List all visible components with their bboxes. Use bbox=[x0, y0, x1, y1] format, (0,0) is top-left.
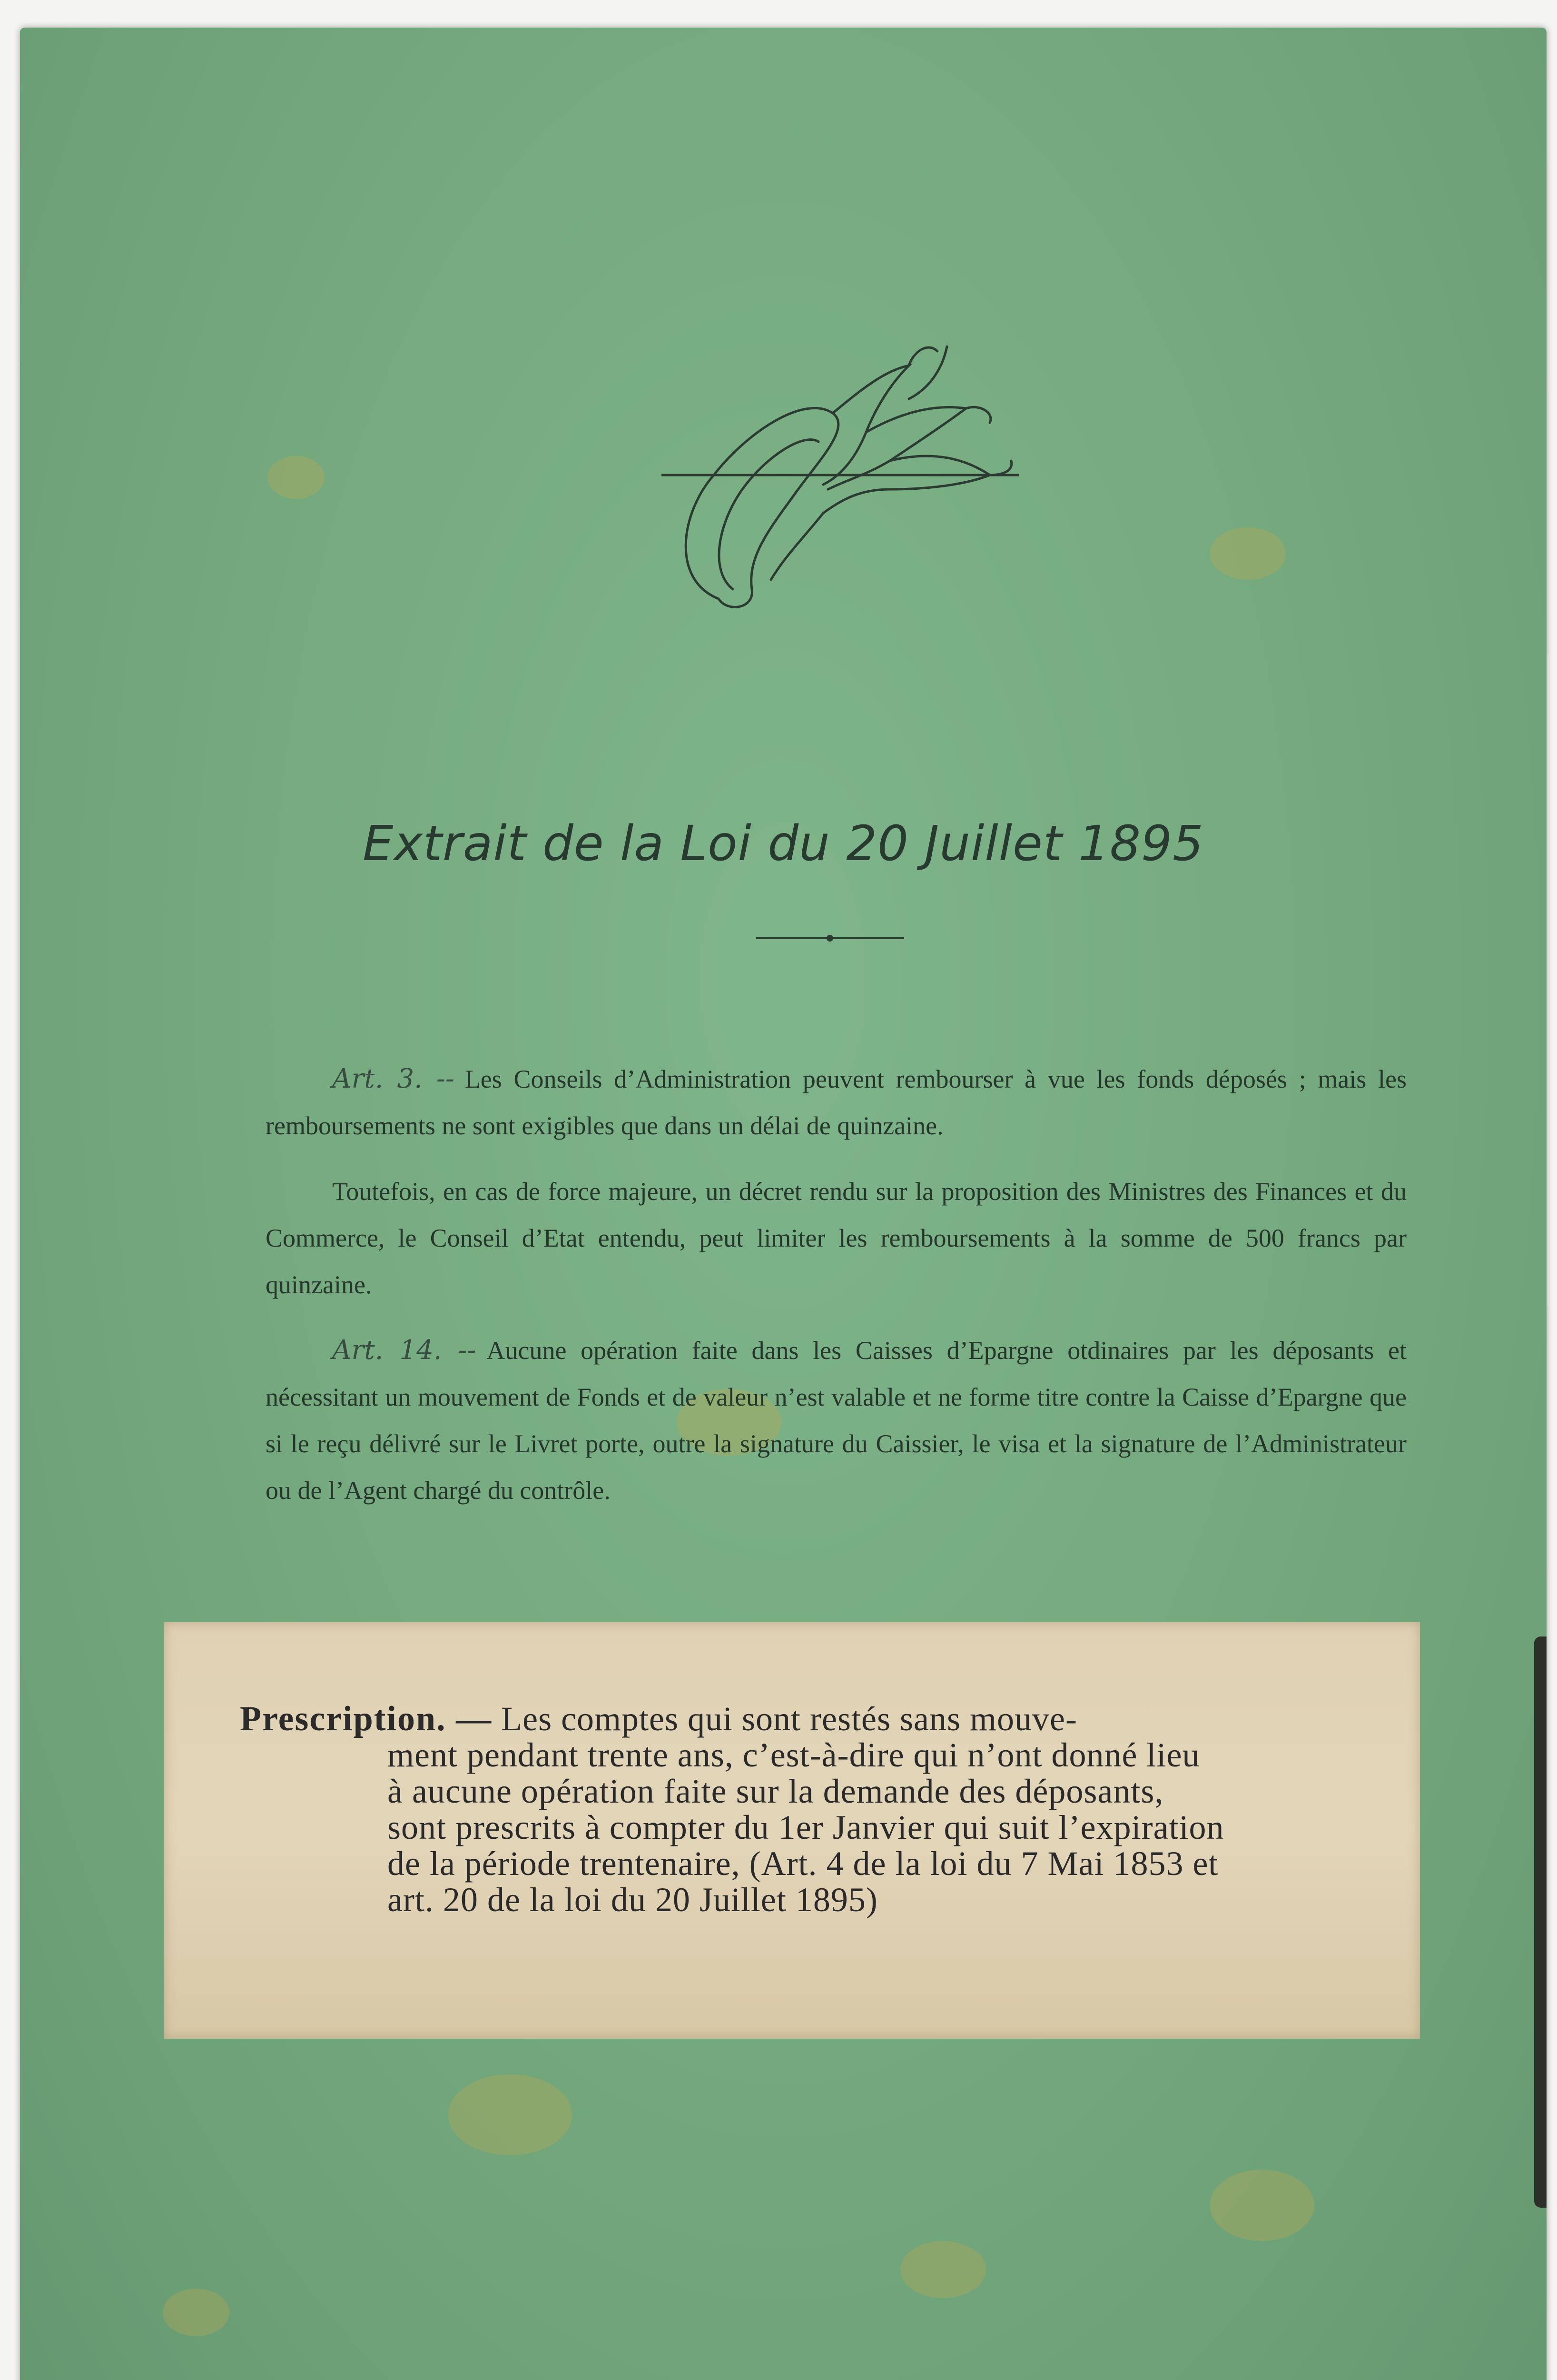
stain bbox=[448, 2074, 572, 2155]
prescription-heading: Prescription. — bbox=[240, 1699, 493, 1738]
stain bbox=[267, 456, 325, 499]
prescription-line: ment pendant trente ans, c’est-à-dire qui n’ont donné lieu bbox=[387, 1736, 1200, 1774]
article-3-text: Les Conseils d’Administration peuvent rembourser à vue les fonds déposés ; mais les remboursements ne sont exigibles que dans un délai de quinzaine. bbox=[266, 1065, 1407, 1140]
prescription-line: de la période trentenaire, (Art. 4 de la loi du 7 Mai 1853 et bbox=[387, 1844, 1219, 1883]
article-3-continuation-paragraph bbox=[266, 1168, 1407, 1308]
stain bbox=[1210, 2170, 1314, 2241]
prescription-line: Prescription. — Les comptes qui sont restés sans mouve- bbox=[240, 1699, 1077, 1738]
law-extract-body bbox=[266, 1056, 1407, 1533]
prescription-line: à aucune opération faite sur la demande des déposants, bbox=[387, 1772, 1164, 1810]
stain bbox=[1210, 527, 1286, 580]
binding-edge bbox=[1534, 1636, 1547, 2208]
prescription-line: sont prescrits à compter du 1er Janvier qui suit l’expiration bbox=[387, 1808, 1224, 1846]
lily-monogram-ornament bbox=[661, 332, 1019, 637]
document-page bbox=[20, 28, 1547, 2380]
prescription-text bbox=[240, 1701, 1363, 1918]
prescription-line: art. 20 de la loi du 20 Juillet 1895) bbox=[387, 1881, 878, 1919]
article-14-label: Art. 14. -- bbox=[332, 1335, 476, 1366]
article-3-paragraph bbox=[266, 1056, 1407, 1149]
stain bbox=[163, 2289, 229, 2336]
article-3-label: Art. 3. -- bbox=[332, 1063, 454, 1094]
article-14-paragraph bbox=[266, 1327, 1407, 1514]
page-title: Extrait de la Loi du 20 Juillet 1895 bbox=[363, 815, 1204, 872]
title-divider bbox=[756, 926, 904, 950]
stain bbox=[900, 2241, 986, 2298]
article-14-text: Aucune opération faite dans les Caisses d’Epargne otdinaires par les déposants et nécessitant un mouvement de Fonds et de valeur n’est valable et ne forme titre contre la Caisse d’Epargne que si le reçu délivré sur le Livret porte, outre la signature du Caissier, le visa et la signature de l’Administrateur ou de l’Agent chargé du contrôle. bbox=[266, 1336, 1407, 1505]
article-3-continuation-text: Toutefois, en cas de force majeure, un décret rendu sur la proposition des Ministres des Finances et du Commerce, le Conseil d’Etat entendu, peut limiter les remboursements à la somme de 500 francs par quinzaine. bbox=[266, 1177, 1407, 1299]
prescription-label-slip bbox=[164, 1622, 1420, 2039]
